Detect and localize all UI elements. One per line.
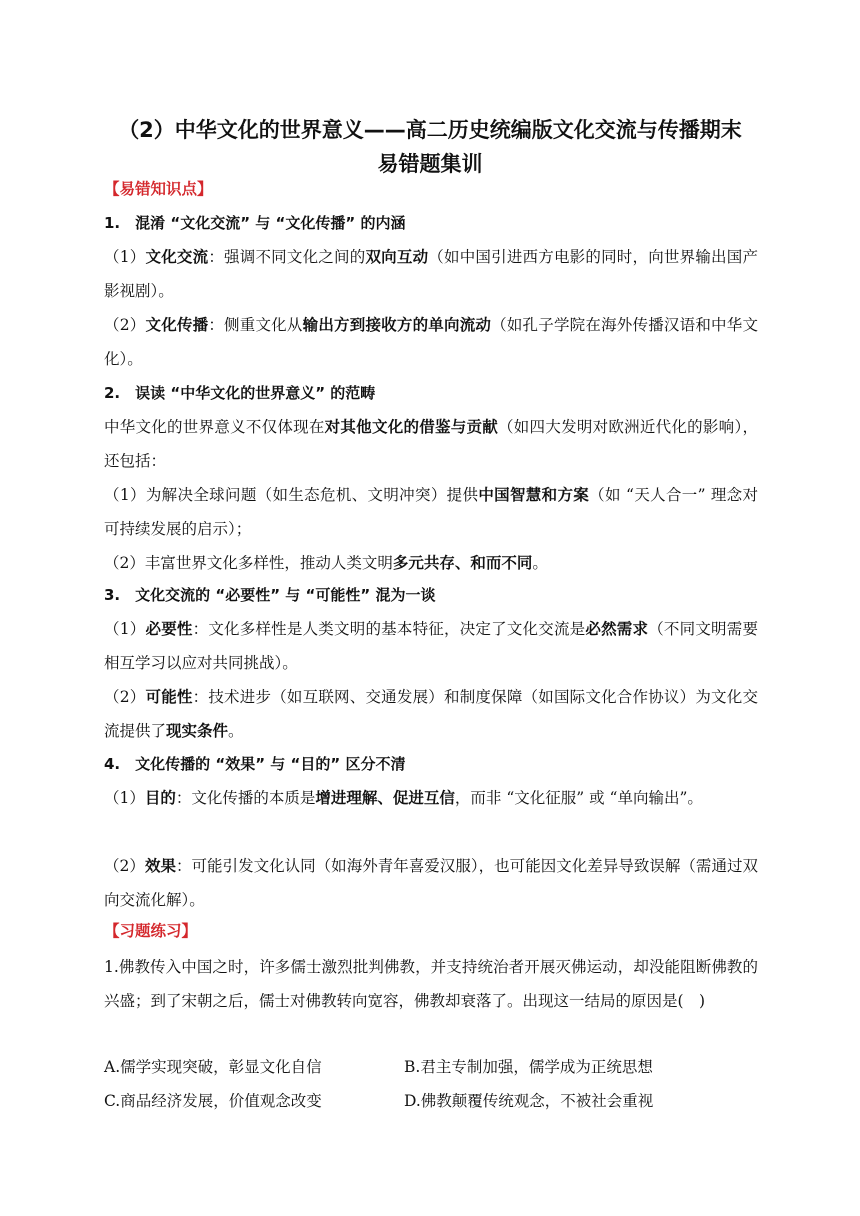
item2-paragraph2: （2）丰富世界文化多样性，推动人类文明多元共存、和而不同。 — [104, 554, 548, 572]
item3-heading: 3. 文化交流的 “必要性” 与 “可能性” 混为一谈 — [104, 586, 436, 604]
question1-option-d[interactable]: D.佛教颠覆传统观念，不被社会重视 — [404, 1092, 654, 1110]
question1-stem: 1.佛教传入中国之时，许多儒士激烈批判佛教，并支持统治者开展灭佛运动，却没能阻断佛教的兴盛；到了宋朝之后，儒士对佛教转向宽容，佛教却衰落了。出现这一结局的原因是( ) — [104, 958, 758, 1010]
item4-paragraph1: （1）目的：文化传播的本质是增进理解、促进互信，而非 “文化征服” 或 “单向输出”。 — [104, 789, 703, 807]
item3-paragraph2: （2）可能性：技术进步（如互联网、交通发展）和制度保障（如国际文化合作协议）为文化交流提供了现实条件。 — [104, 688, 758, 740]
item2-heading: 2. 误读 “中华文化的世界意义” 的范畴 — [104, 384, 376, 402]
question1-option-b[interactable]: B.君主专制加强，儒学成为正统思想 — [404, 1058, 653, 1076]
section-knowledge-heading: 【易错知识点】 — [104, 180, 213, 198]
question1-option-c[interactable]: C.商品经济发展，价值观念改变 — [104, 1092, 322, 1110]
item3-paragraph1: （1）必要性：文化多样性是人类文明的基本特征，决定了文化交流是必然需求（不同文明需要相互学习以应对共同挑战）。 — [104, 620, 758, 672]
item1-paragraph2: （2）文化传播：侧重文化从输出方到接收方的单向流动（如孔子学院在海外传播汉语和中华文化）。 — [104, 316, 758, 368]
item4-paragraph2: （2）效果：可能引发文化认同（如海外青年喜爱汉服），也可能因文化差异导致误解（需通过双向交流化解）。 — [104, 857, 758, 909]
item2-paragraph0: 中华文化的世界意义不仅体现在对其他文化的借鉴与贡献（如四大发明对欧洲近代化的影响），还包括： — [104, 418, 758, 470]
document-title-line2: 易错题集训 — [377, 152, 483, 176]
item2-paragraph1: （1）为解决全球问题（如生态危机、文明冲突）提供中国智慧和方案（如 “天人合一” 理念对可持续发展的启示）； — [104, 486, 758, 538]
item1-heading: 1. 混淆 “文化交流” 与 “文化传播” 的内涵 — [104, 214, 406, 232]
question1-option-a[interactable]: A.儒学实现突破，彰显文化自信 — [104, 1058, 322, 1076]
section-practice-heading: 【习题练习】 — [104, 922, 198, 940]
item1-paragraph1: （1）文化交流：强调不同文化之间的双向互动（如中国引进西方电影的同时，向世界输出国产影视剧）。 — [104, 248, 758, 300]
item4-heading: 4. 文化传播的 “效果” 与 “目的” 区分不清 — [104, 755, 406, 773]
document-title-line1: （2）中华文化的世界意义——高二历史统编版文化交流与传播期末 — [118, 118, 742, 142]
